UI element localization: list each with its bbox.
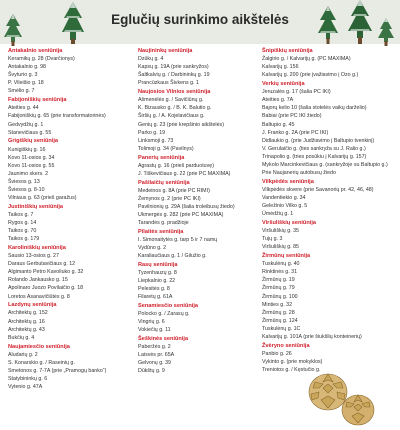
address-item: Ateities g. 44 xyxy=(8,105,39,112)
section-heading: Senamiesčio seniūnija xyxy=(138,303,199,310)
section-heading: Šeškinės seniūnija xyxy=(138,336,189,343)
section-heading: Vilkpėdės seniūnija xyxy=(262,178,314,185)
address-item: Bajorų kelio 10 (šalia stotelės vaikų darželio) xyxy=(262,105,367,112)
address-item: Treniotos g. / Kęstučio g. xyxy=(262,367,321,374)
column-middle xyxy=(138,48,258,376)
address-item: Tolimoji g. 34 (Pavilnys) xyxy=(138,145,194,152)
address-item: Medeinos g. 8A (prie PC RIMI) xyxy=(138,187,210,194)
address-item: Jeruzalės g. 17 (šalia PC IKI) xyxy=(262,89,331,96)
address-item: Agrastų g. 16 (prieš parduotuvę) xyxy=(138,162,214,169)
section-heading: Verkių seniūnija xyxy=(262,81,305,88)
section-heading: Naujosios Vilnios seniūnija xyxy=(138,89,211,96)
column-right xyxy=(262,48,398,374)
address-item: Taikos g. 179 xyxy=(8,236,40,243)
address-item: Pavilnionių g. 29A (šalia troleibusų žiedo) xyxy=(138,203,235,210)
address-item: Antakalnio g. 98 xyxy=(8,64,46,71)
section-heading: Grigiškių seniūnija xyxy=(8,138,59,145)
address-item: Gelvonų g. 39 xyxy=(138,360,171,367)
address-item: Algimanto Petro Kavoliuko g. 32 xyxy=(8,269,84,276)
address-item: Parko g. 19 xyxy=(138,129,166,136)
address-item: Architektų g. 152 xyxy=(8,310,48,317)
address-item: Dzūkų g. 4 xyxy=(138,56,164,63)
section-heading: Antakalnio seniūnija xyxy=(8,48,63,54)
address-item: Vilkpėdės skvere (prie Savanorių pr. 42, 46, 48) xyxy=(262,186,374,193)
address-item: Linksmoji g. 73 xyxy=(138,137,174,144)
address-item: Ukmergės g. 282 (prie PC MAXIMA) xyxy=(138,211,224,218)
address-item: Vilniaus g. 63 (prieš garažus) xyxy=(8,195,77,202)
section-heading: Karoliniškių seniūnija xyxy=(8,245,66,251)
address-item: I. Simonaitytės g. tarp 5 ir 7 namų xyxy=(138,236,218,243)
address-item: Sausio 13-osios g. 27 xyxy=(8,253,59,260)
address-item: Bukčių g. 4 xyxy=(8,334,35,341)
pine-cone-icon xyxy=(340,392,376,428)
address-item: Prancūzkaus Šivkens g. 1 xyxy=(138,80,199,87)
section-heading: Žirmūnų seniūnija xyxy=(262,253,311,260)
section-heading: Naujininkų seniūnija xyxy=(138,48,193,54)
section-heading: Viršuliškių seniūnija xyxy=(262,220,316,227)
address-item: Kalvarijų g. 200 (prie įvažiavimo į Ozo g.) xyxy=(262,72,359,79)
address-item: Žemynos g. 2 (prie PC IKI) xyxy=(138,195,201,202)
address-item: Tarandės g. pradžioje xyxy=(138,220,189,227)
address-item: Pelesitės g. 8 xyxy=(138,286,170,293)
address-item: Fabijoniškių g. 65 (prie transformatorinės) xyxy=(8,113,106,120)
address-item: Gedvydžių g. 1 xyxy=(8,121,44,128)
address-item: Baltupio g. 45 xyxy=(262,121,295,128)
address-item: Laisvės pr. 65A xyxy=(138,352,175,359)
address-item: Šviesos g. 13 xyxy=(8,178,40,185)
address-item: Geležinio Vilko g. 5 xyxy=(262,203,308,210)
address-item: K. Bizausko g. / B. K. Balutio g. xyxy=(138,105,212,112)
address-item: Žirmūnų g. 19 xyxy=(262,277,295,284)
address-item: J. Tiškevičiaus g. 22 (prie PC MAXIMA) xyxy=(138,170,231,177)
address-item: Rygos g. 14 xyxy=(8,220,37,227)
address-item: Minties g. 32 xyxy=(262,301,293,308)
address-item: Ūmėdžių g. 1 xyxy=(262,211,294,218)
address-item: Loretos Asanavičiūtės g. 8 xyxy=(8,293,70,300)
address-item: S. Konarskio g. / Raseinių g. xyxy=(8,359,75,366)
address-item: Vytenio g. 47A xyxy=(8,383,43,390)
address-item: Tyzenhauzų g. 8 xyxy=(138,269,177,276)
section-heading: Lazdynų seniūnija xyxy=(8,302,57,309)
address-item: Keramikų g. 28 (Dvarčionys) xyxy=(8,56,75,63)
address-item: Kalvarijų g. 101A (prie šiukšlių konteinerių) xyxy=(262,334,362,341)
section-heading: Šnipiškių seniūnija xyxy=(262,48,313,54)
address-item: V. Gerulaičio g. (ties sankryža su J. Ralio g.) xyxy=(262,145,366,152)
section-heading: Justiniškių seniūnija xyxy=(8,203,64,210)
address-item: Smetonos g. 7-7A (prie „Pramogų banko“) xyxy=(8,367,107,374)
address-item: Karaliaučiaus g. 1 / Gilužio g. xyxy=(138,253,207,260)
address-item: Kovo 11-osios g. 55 xyxy=(8,162,55,169)
address-item: Tuskulėnų g. 40 xyxy=(262,261,300,268)
section-heading: Rasų seniūnija xyxy=(138,261,178,268)
address-item: Vingrių g. 6 xyxy=(138,319,165,326)
section-heading: Naujamiesčio seniūnija xyxy=(8,343,70,350)
address-item: Kapsų g. 19A (prie sankryžos) xyxy=(138,64,209,71)
address-item: Genių g. 23 (prie krepšinio aikštelės) xyxy=(138,121,224,128)
column-left xyxy=(8,48,134,391)
address-item: J. Franko g. 2A (prie PC IKI) xyxy=(262,129,329,136)
address-item: Didlaukio g. (prie Judžiavimo į Baltupio tvenkinį) xyxy=(262,137,375,144)
address-item: Kovo 11-osios g. 34 xyxy=(8,154,55,161)
address-item: Aludarių g. 2 xyxy=(8,351,38,358)
address-item: Taikos g. 70 xyxy=(8,228,37,235)
address-item: Ateities g. 7A xyxy=(262,97,294,104)
section-heading: Panerių seniūnija xyxy=(138,154,185,161)
address-item: Panbio g. 26 xyxy=(262,350,292,357)
address-item: Šaltkalvių g. / Darbininkų g. 19 xyxy=(138,72,210,79)
address-item: Žirmūnų g. 28 xyxy=(262,309,295,316)
address-item: Viršuliškių g. 35 xyxy=(262,228,299,235)
address-item: Šviesos g. 8-10 xyxy=(8,186,45,193)
address-item: Dūkštų g. 9 xyxy=(138,368,165,375)
address-item: Tujų g. 3 xyxy=(262,236,283,243)
address-item: Rinktinės g. 31 xyxy=(262,269,298,276)
address-item: Kalvarijų g. 156 xyxy=(262,64,299,71)
address-item: Statybininkų g. 6 xyxy=(8,375,48,382)
address-item: Architektų g. 43 xyxy=(8,326,45,333)
address-item: Polocko g. / Zarasų g. xyxy=(138,311,190,318)
address-item: Paberžės g. 2 xyxy=(138,344,171,351)
section-heading: Pašilaičių seniūnija xyxy=(138,179,190,186)
address-item: Architektų g. 16 xyxy=(8,318,45,325)
address-item: Vandentiekio g. 34 xyxy=(262,195,306,202)
address-item: Švyturio g. 3 xyxy=(8,72,38,79)
address-item: Jaunimo skers. 2 xyxy=(8,170,49,177)
address-item: Mykolo Marcinkevičiaus g. (sankryžoje su Baltupio g.) xyxy=(262,162,388,168)
address-item: Trinapolio g. (tries posūkiu į Kalvarijų g. 157) xyxy=(262,153,367,160)
address-item: Liepkalnio g. 22 xyxy=(138,278,176,285)
address-item: P. Vileišio g. 18 xyxy=(8,80,44,87)
address-item: Filaretų g. 61A xyxy=(138,294,173,301)
address-item: Žirmūnų g. 79 xyxy=(262,285,295,292)
section-heading: Žvėryno seniūnija xyxy=(262,342,310,349)
address-item: Rolando Jankausko g. 15 xyxy=(8,277,68,284)
address-item: Taikos g. 7 xyxy=(8,211,34,218)
address-item: Vydūno g. 2 xyxy=(138,245,167,251)
address-item: Žalgirio g. / Kalvarijų g. (PC MAXIMA) xyxy=(262,56,351,63)
address-item: Prie Naujanerių autobusų žiedo xyxy=(262,170,336,177)
section-heading: Fabijoniškių seniūnija xyxy=(8,97,67,104)
section-heading: Pilaitės seniūnija xyxy=(138,228,184,235)
address-item: Daraus Gerbutavičiaus g. 12 xyxy=(8,261,76,268)
address-item: Viršuliškių g. 85 xyxy=(262,244,299,251)
page-title: Eglučių surinkimo aikštelės xyxy=(111,12,289,27)
address-item: Tuskulėnų g. 1C xyxy=(262,325,301,332)
address-item: Ašmenėlės g. / Savičiūnų g. xyxy=(138,97,204,104)
address-item: Žirmūnų g. 124 xyxy=(262,317,298,324)
address-item: Smėlio g. 7 xyxy=(8,88,35,95)
address-item: Vykinto g. (prie mokyklos) xyxy=(262,359,323,365)
address-item: Žirmūnų g. 100 xyxy=(262,293,298,300)
address-item: Apolinaro Juozo Povilaičio g. 18 xyxy=(8,285,84,292)
address-item: Širšių g. / A. Kojelavičiaus g. xyxy=(138,113,205,120)
address-item: Kunigiškių g. 16 xyxy=(8,146,46,153)
address-item: Babiai (prie PC IKI žiedo) xyxy=(262,113,322,120)
address-item: Vokiečių g. 11 xyxy=(138,327,171,334)
address-item: Stanevičiaus g. 55 xyxy=(8,129,52,136)
